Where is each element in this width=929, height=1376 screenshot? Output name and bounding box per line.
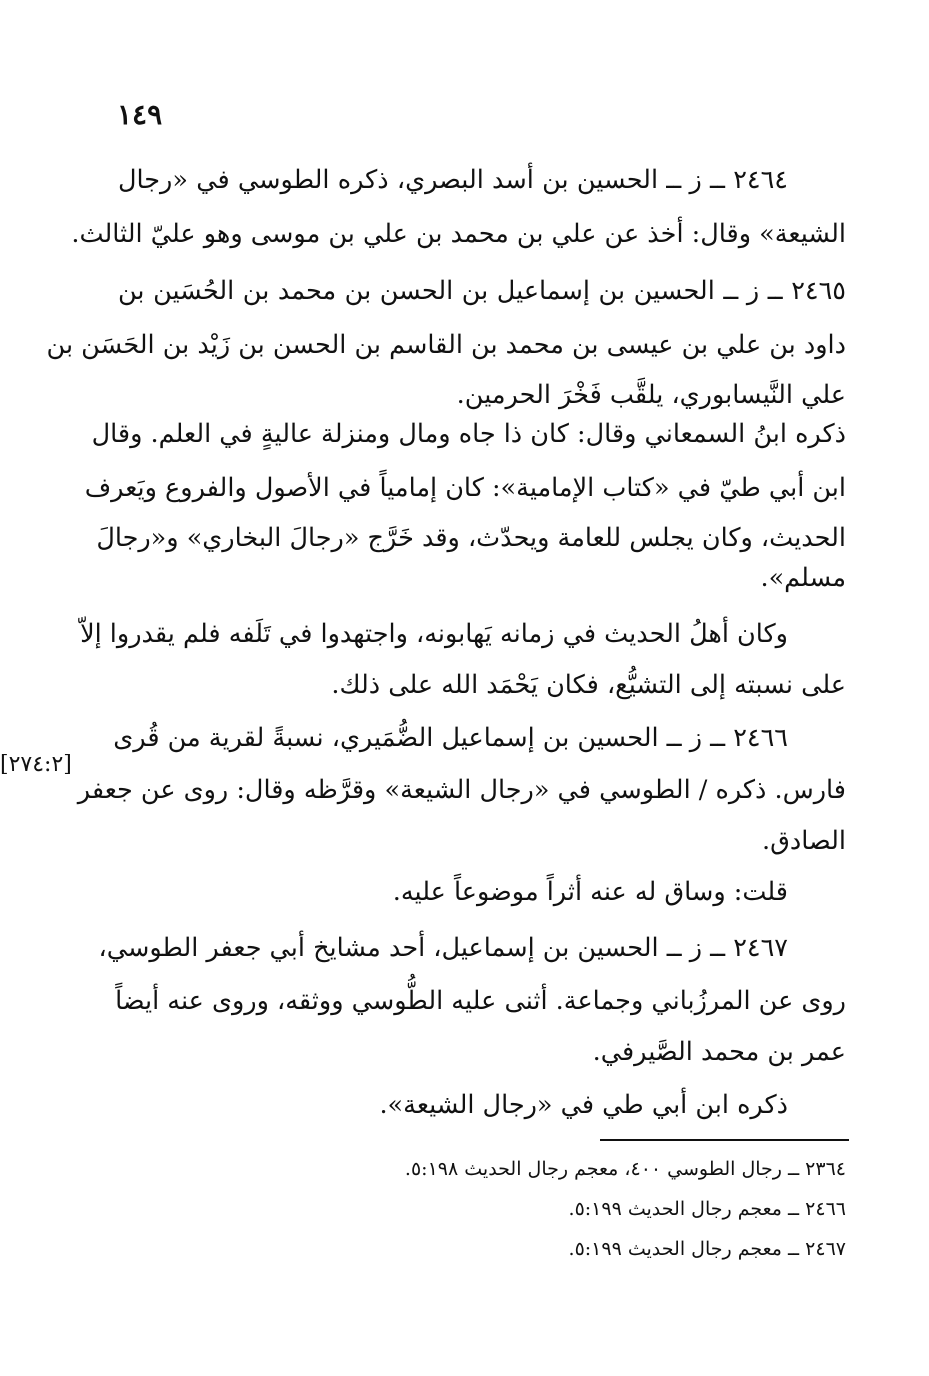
text-line: عمر بن محمد الصَّيرفي. <box>592 1037 846 1067</box>
text-line: الصادق. <box>762 826 846 856</box>
footnote-separator <box>600 1139 849 1141</box>
footnote-line: ٢٤٦٦ ــ معجم رجال الحديث ٥:١٩٩. <box>568 1198 846 1220</box>
text-line: روى عن المرزُباني وجماعة. أثنى عليه الطُّوسي ووثقه، وروى عنه أيضاً <box>115 986 846 1016</box>
text-line: على نسبته إلى التشيُّع، فكان يَحْمَد الله على ذلك. <box>331 670 846 700</box>
text-line: مسلم». <box>760 563 846 593</box>
text-line: ذكره ابن أبي طي في «رجال الشيعة». <box>379 1090 788 1120</box>
text-line: وكان أهلُ الحديث في زمانه يَهابونه، واجتهدوا في تَلَفه فلم يقدروا إلاّ <box>80 619 788 649</box>
text-line: علي النَّيسابوري، يلقَّب فَخْرَ الحرمين. <box>456 380 846 410</box>
text-line: فارس. ذكره / الطوسي في «رجال الشيعة» وقرَّظه وقال: روى عن جعفر <box>77 775 846 805</box>
footnote-line: ٢٤٦٧ ــ معجم رجال الحديث ٥:١٩٩. <box>568 1238 846 1260</box>
text-line: داود بن علي بن عيسى بن محمد بن القاسم بن الحسن بن زَيْد بن الحَسَن بن <box>46 330 846 360</box>
page-number: ١٤٩ <box>117 98 163 131</box>
footnote-line: ٢٣٦٤ ــ رجال الطوسي ٤٠٠، معجم رجال الحديث ٥:١٩٨. <box>404 1158 846 1180</box>
text-line: الحديث، وكان يجلس للعامة ويحدّث، وقد خَرَّج «رجالَ البخاري» و«رجالَ <box>96 523 846 553</box>
text-line: ٢٤٦٧ ــ ز ــ الحسين بن إسماعيل، أحد مشايخ أبي جعفر الطوسي، <box>98 933 788 963</box>
marginal-reference: [٢٧٤:٢] <box>0 752 72 777</box>
text-line: ابن أبي طيّ في «كتاب الإمامية»: كان إمامياً في الأصول والفروع ويَعرف <box>84 473 846 503</box>
text-line: قلت: وساق له عنه أثراً موضوعاً عليه. <box>392 877 788 907</box>
text-line: ذكره ابنُ السمعاني وقال: كان ذا جاه ومال ومنزلة عاليةٍ في العلم. وقال <box>91 419 846 449</box>
text-line: ٢٤٦٦ ــ ز ــ الحسين بن إسماعيل الضُّمَيري، نسبةً لقرية من قُرى <box>113 723 788 753</box>
text-line: ٢٤٦٥ ــ ز ــ الحسين بن إسماعيل بن الحسن بن محمد بن الحُسَين بن <box>118 276 846 306</box>
text-line: ٢٤٦٤ ــ ز ــ الحسين بن أسد البصري، ذكره الطوسي في «رجال <box>118 165 788 195</box>
text-line: الشيعة» وقال: أخذ عن علي بن محمد بن علي بن موسى وهو عليّ الثالث. <box>71 219 846 249</box>
